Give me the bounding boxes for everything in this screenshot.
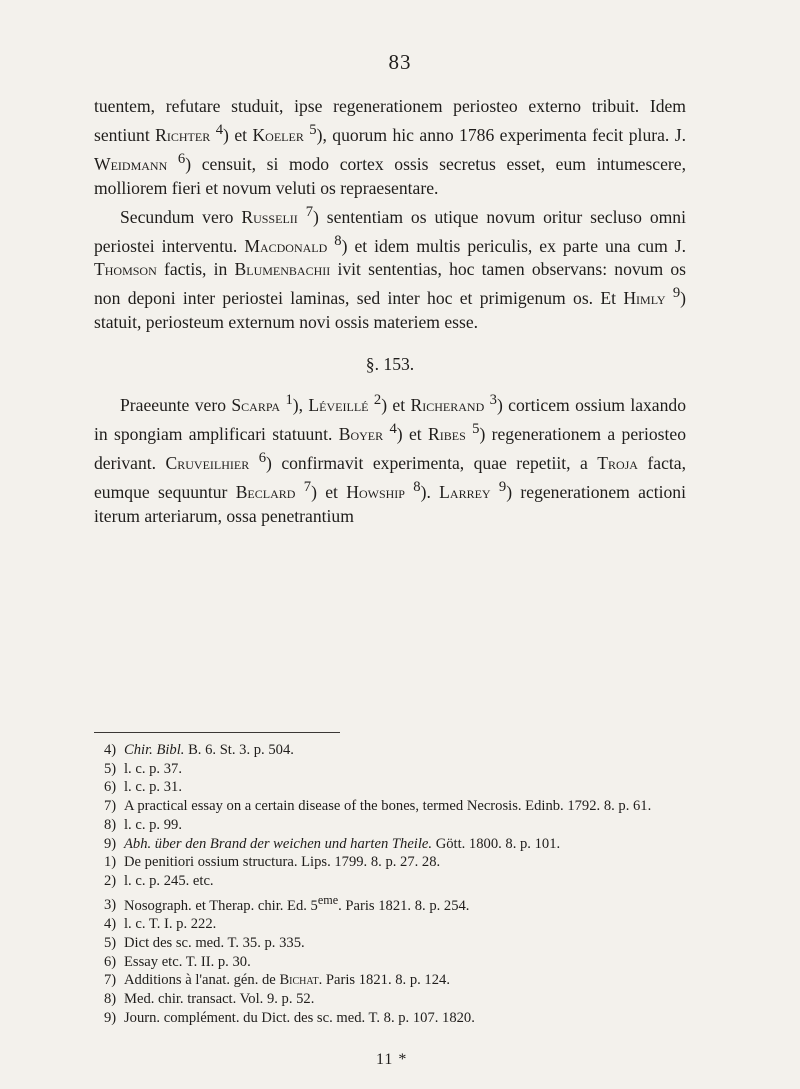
footnote-mark: 9) (104, 1009, 117, 1026)
text-run: ) et (396, 424, 429, 445)
author-name: Cruveilhier (165, 452, 250, 473)
footnote-text: A practical essay on a certain disease of the bones, termed Necrosis. Edinb. 1792. 8. p. 61. (124, 798, 652, 815)
footnote-item (94, 797, 694, 816)
footnote-text: . Paris 1821. 8. p. 124. (318, 972, 450, 989)
footnote-ref: 9 (498, 478, 507, 495)
text-run: ) confirmavit experimenta, quae repetiit, a (266, 452, 598, 473)
footnote-title: Abh. über den Brand der weichen und harten Theile. (124, 835, 433, 852)
footnote-ref: 6 (177, 150, 186, 167)
footnote-ref: 5 (472, 421, 480, 438)
footnote-mark: 4) (104, 742, 117, 758)
footnote-ref: 8 (334, 232, 342, 249)
footnote-item (94, 778, 694, 797)
footnote-text: l. c. p. 99. (124, 816, 182, 833)
text-run: ) et (381, 395, 411, 416)
section-heading: §. 153. (365, 354, 415, 375)
author-name: Léveillé (308, 395, 369, 416)
footnote-ref: 7 (305, 203, 314, 220)
footnote-ref: 7 (303, 478, 312, 495)
author-name: Koeler (252, 124, 304, 145)
author-name: Russelii (241, 206, 298, 227)
author-name: Bichat (279, 972, 319, 989)
footnote-text: Gött. 1800. 8. p. 101. (432, 835, 561, 852)
footnote-mark: 5) (104, 934, 117, 951)
text-run: ) corticem ossium laxando in spongiam amplificari statuunt. (94, 395, 687, 445)
text-run: Praeeunte vero (120, 395, 232, 416)
footnote-mark: 2) (104, 872, 117, 889)
author-name: Richerand (410, 395, 485, 416)
footnote-text: l. c. p. 31. (124, 779, 182, 796)
page-number: 83 (388, 50, 412, 74)
paragraph-2 (94, 200, 686, 335)
text-run: Secundum vero (120, 206, 242, 227)
author-name: Scarpa (231, 395, 281, 416)
author-name: Himly (623, 288, 666, 309)
footnote-text: Essay etc. T. II. p. 30. (124, 953, 251, 970)
footnote-ref: 2 (373, 392, 382, 409)
footnote-ref: 6 (258, 450, 267, 467)
footnote-mark: 8) (104, 991, 117, 1007)
footnote-ref: 9 (672, 285, 681, 302)
author-name: Richter (155, 124, 211, 145)
text-run: ) et (223, 124, 253, 145)
footnote-mark: 6) (104, 779, 117, 796)
footnote-item (94, 891, 694, 916)
footnote-mark: 7) (104, 798, 117, 815)
footnote-item (94, 934, 694, 953)
footnote-text: Nosograph. et Therap. chir. Ed. 5 (124, 897, 318, 914)
footnotes-section (94, 741, 694, 1027)
text-run: ) regenerationem actioni iterum arteriarum, ossa penetrantium (94, 481, 686, 526)
text-run: ) regenerationem a periosteo derivant. (94, 424, 687, 473)
author-name: Boyer (338, 424, 384, 445)
text-run: ) statuit, periosteum externum novi ossis materiem esse. (94, 288, 686, 333)
footnote-item (94, 835, 694, 854)
footnote-item (94, 953, 694, 972)
footnote-mark: 4) (104, 916, 117, 933)
footnote-text: B. 6. St. 3. p. 504. (184, 742, 294, 758)
text-run: ), quorum hic anno 1786 experimenta fecit plura. J. (316, 124, 686, 145)
footnote-item (94, 853, 694, 872)
footnote-mark: 7) (104, 972, 117, 989)
footnote-item (94, 872, 694, 891)
author-name: Blumenbachii (234, 259, 331, 280)
footnote-mark: 8) (104, 816, 117, 833)
author-name: Larrey (439, 481, 491, 502)
footnote-item (94, 760, 694, 779)
footnote-ref: 4 (389, 421, 397, 438)
text-run: ). (420, 481, 440, 502)
footnote-text: De penitiori ossium structura. Lips. 1799. 8. p. 27. 28. (124, 854, 441, 871)
footnote-ref: 3 (489, 392, 497, 409)
text-run: ) et idem multis periculis, ex parte una cum J. (341, 235, 686, 256)
text-run: ) censuit, si modo cortex ossis secretus esset, eum intumescere, molliorem fieri et novum veluti os repraesentare. (94, 153, 686, 198)
text-run: ), (292, 395, 309, 416)
footnote-text: l. c. p. 245. etc. (124, 872, 214, 889)
text-run: factis, in (156, 259, 235, 280)
paragraph-1 (94, 94, 686, 200)
main-text (94, 94, 686, 528)
footnote-text: Additions à l'anat. gén. de (124, 972, 280, 989)
footnote-item (94, 741, 694, 760)
footnote-text: l. c. T. I. p. 222. (124, 916, 217, 933)
footnote-divider (94, 732, 340, 733)
footnote-item (94, 990, 694, 1009)
footnote-item (94, 971, 694, 990)
footnote-text: . Paris 1821. 8. p. 254. (338, 897, 470, 914)
footnote-mark: 3) (104, 897, 117, 914)
footnote-ref: 5 (309, 122, 317, 138)
footnote-item (94, 816, 694, 835)
footnote-text: Journ. complément. du Dict. des sc. med. T. 8. p. 107. 1820. (124, 1009, 475, 1026)
text-run: ) sententiam os utique novum oritur secluso omni periostei interventu. (94, 206, 686, 256)
footnote-mark: 6) (104, 953, 117, 970)
footnote-item (94, 1009, 694, 1028)
footnote-mark: 5) (104, 760, 117, 777)
author-name: Weidmann (94, 153, 168, 174)
footnote-ref: 4 (215, 122, 224, 138)
text-run: tuentem, refutare studuit, ipse regenerationem periosteo externo tribuit. Idem sentiunt (94, 96, 686, 145)
footnote-mark: 9) (104, 835, 117, 852)
footnote-text: Med. chir. transact. Vol. 9. p. 52. (124, 991, 315, 1007)
text-run: ivit sententias, hoc tamen observans: novum os non deponi inter periostei laminas, sed inter hoc et primigenum os. Et (94, 259, 686, 309)
author-name: Thomson (94, 259, 157, 280)
paragraph-3 (94, 388, 686, 527)
text-run: facta, eumque sequuntur (94, 452, 686, 502)
text-run: ) et (311, 481, 347, 502)
footnote-text: Dict des sc. med. T. 35. p. 335. (124, 934, 305, 951)
footnote-title: Chir. Bibl. (124, 742, 185, 758)
footnote-text: l. c. p. 37. (124, 760, 182, 777)
signature-mark: 11 * (376, 1051, 408, 1068)
footnote-superscript: eme (317, 892, 339, 907)
author-name: Howship (346, 481, 405, 502)
author-name: Troja (597, 452, 638, 473)
footnote-mark: 1) (104, 854, 117, 871)
author-name: Beclard (235, 481, 296, 502)
author-name: Ribes (428, 424, 466, 445)
footnote-item (94, 915, 694, 934)
footnote-ref: 8 (413, 478, 421, 495)
footnote-ref: 1 (285, 392, 293, 409)
author-name: Macdonald (244, 235, 328, 256)
